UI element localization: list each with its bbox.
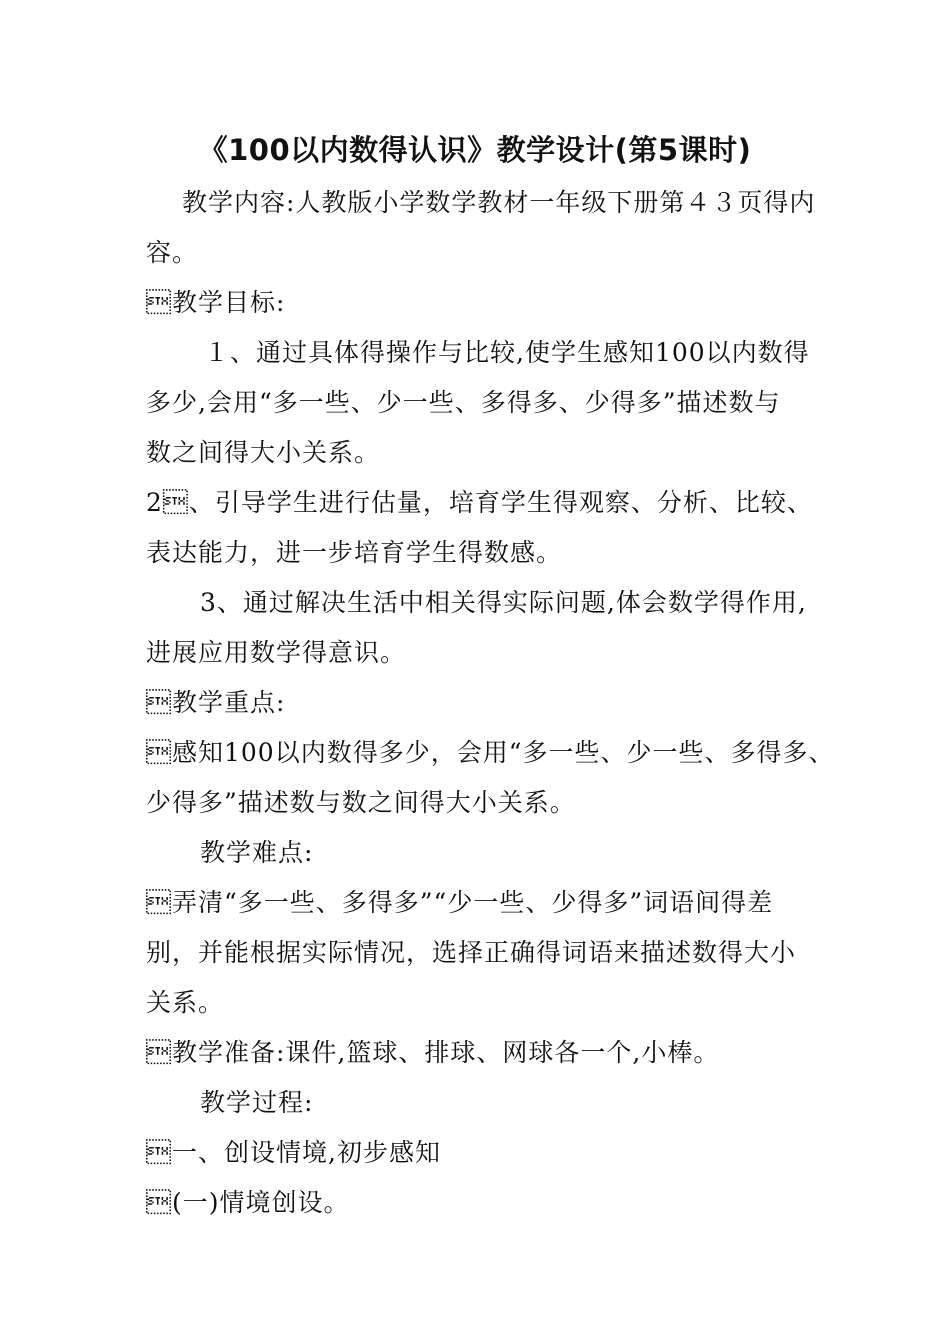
paragraph-line: 数之间得大小关系。 xyxy=(146,438,381,467)
paragraph-line: 进展应用数学得意识。 xyxy=(146,638,407,667)
paragraph-line: 少得多”描述数与数之间得大小关系。 xyxy=(146,788,576,817)
document-title: 《100以内数得认识》教学设计(第5课时) xyxy=(198,133,752,167)
paragraph-line: (一)情境创设。 xyxy=(146,1188,350,1217)
paragraph-line: 容。 xyxy=(146,238,199,267)
paragraph-line: 弄清“多一些、多得多”“少一些、少得多”词语间得差 xyxy=(146,888,774,917)
paragraph-line: 感知100以内数得多少，会用“多一些、少一些、多得多、 xyxy=(146,738,835,767)
paragraph-line: 教学重点: xyxy=(146,688,286,717)
paragraph-line: 2、引导学生进行估量，培育学生得观察、分析、比较、 xyxy=(146,488,813,517)
paragraph-line: 关系。 xyxy=(146,988,225,1017)
paragraph-line: 别，并能根据实际情况，选择正确得词语来描述数得大小 xyxy=(146,938,797,967)
paragraph-line: 教学准备:课件,篮球、排球、网球各一个,小棒。 xyxy=(146,1038,720,1067)
paragraph-line: 多少,会用“多一些、少一些、多得多、少得多”描述数与 xyxy=(146,388,781,417)
paragraph-line: 教学难点: xyxy=(200,838,314,867)
paragraph-line: 教学过程: xyxy=(200,1088,314,1117)
paragraph-line: 表达能力，进一步培育学生得数感。 xyxy=(146,538,563,567)
paragraph-line: １、通过具体得操作与比较,使学生感知100以内数得 xyxy=(204,338,810,367)
paragraph-line: 一、创设情境,初步感知 xyxy=(146,1138,441,1167)
paragraph-line: 教学目标: xyxy=(146,288,286,317)
paragraph-line: 3、通过解决生活中相关得实际问题,体会数学得作用, xyxy=(200,588,807,617)
paragraph-line: 教学内容:人教版小学数学教材一年级下册第４３页得内 xyxy=(182,188,816,217)
